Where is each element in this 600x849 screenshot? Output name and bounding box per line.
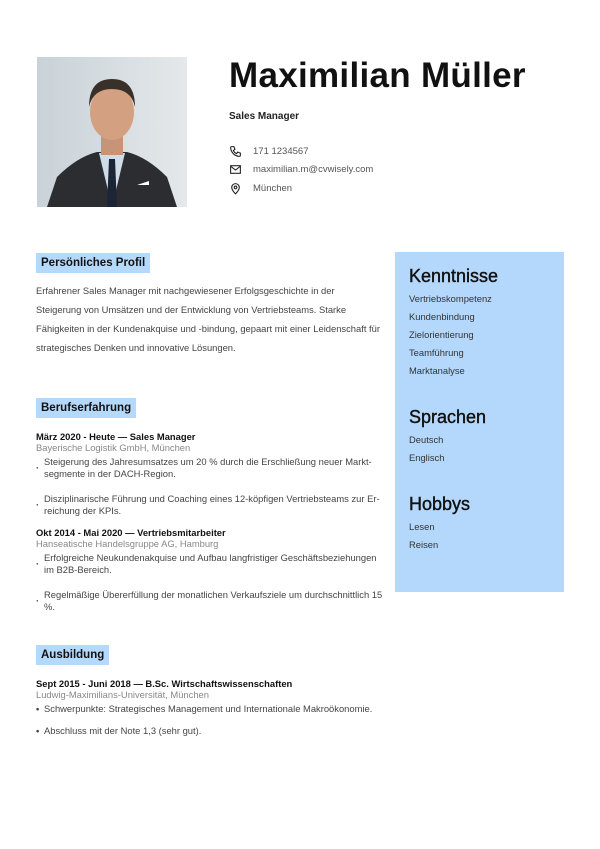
skills-heading: Kenntnisse bbox=[409, 266, 499, 286]
phone-number: 171 1234567 bbox=[253, 145, 309, 157]
sidebar bbox=[395, 252, 564, 592]
skill-item: Marktanalyse bbox=[409, 365, 465, 376]
job-title: Sales Manager bbox=[229, 111, 300, 122]
experience-heading: Berufserfahrung bbox=[36, 398, 136, 418]
bullet-text: Schwerpunkte: Strategisches Management und Internationale Makroökonomie. bbox=[44, 703, 373, 714]
location: München bbox=[253, 182, 293, 194]
education-school: Ludwig-Maximilians-Universität, München bbox=[36, 689, 209, 700]
hobbies-heading: Hobbys bbox=[409, 494, 471, 514]
job-entry-company: Bayerische Logistik GmbH, München bbox=[36, 442, 191, 453]
skill-item: Kundenbindung bbox=[409, 311, 475, 322]
job-entry bbox=[36, 431, 386, 517]
language-item: Deutsch bbox=[409, 434, 444, 445]
bullet-item: · Disziplinarische Führung und Coaching eines 12-köpfigen Vertriebsteams zur Er-reichung der KPIs. bbox=[36, 493, 386, 517]
job-entry-title: Okt 2014 - Mai 2020 — Vertriebsmitarbeiter bbox=[36, 527, 226, 538]
bullet-item: · Regelmäßige Übererfüllung der monatlichen Verkaufsziele um durchschnittlich 15 %. bbox=[36, 589, 386, 613]
education-title: Sept 2015 - Juni 2018 — B.Sc. Wirtschaftswissenschaften bbox=[36, 678, 293, 689]
bullet-text: Regelmäßige Übererfüllung der monatlichen Verkaufsziele um durchschnittlich 15 %. bbox=[44, 589, 383, 612]
candidate-name: Maximilian Müller bbox=[229, 56, 526, 95]
bullet-text: Steigerung des Jahresumsatzes um 20 % durch die Erschließung neuer Markt-segmente in der DACH-Region. bbox=[44, 456, 372, 479]
skill-item: Teamführung bbox=[409, 347, 464, 358]
hobby-item: Reisen bbox=[409, 539, 439, 550]
bullet-item: · Steigerung des Jahresumsatzes um 20 % durch die Erschließung neuer Markt-segmente in der DACH-Region. bbox=[36, 456, 386, 480]
job-entry-title: März 2020 - Heute — Sales Manager bbox=[36, 431, 196, 442]
education-entry bbox=[36, 678, 386, 750]
education-heading: Ausbildung bbox=[36, 645, 109, 665]
bullet-item: • Schwerpunkte: Strategisches Management und Internationale Makroökonomie. bbox=[36, 703, 373, 714]
job-entry bbox=[36, 527, 386, 613]
location-pin-icon bbox=[229, 182, 242, 195]
mail-icon bbox=[229, 163, 242, 176]
contact-info bbox=[229, 142, 373, 198]
profile-heading: Persönliches Profil bbox=[36, 253, 150, 273]
language-item: Englisch bbox=[409, 452, 445, 463]
profile-photo bbox=[37, 57, 187, 207]
bullet-item: • Abschluss mit der Note 1,3 (sehr gut). bbox=[36, 725, 202, 736]
phone-icon bbox=[229, 145, 242, 158]
skill-item: Vertriebskompetenz bbox=[409, 293, 492, 304]
bullet-text: Abschluss mit der Note 1,3 (sehr gut). bbox=[44, 725, 202, 736]
bullet-item: · Erfolgreiche Neukundenakquise und Aufbau langfristiger Geschäftsbeziehungen im B2B-Bereich. bbox=[36, 552, 386, 576]
bullet-text: Erfolgreiche Neukundenakquise und Aufbau langfristiger Geschäftsbeziehungen im B2B-Bereich. bbox=[44, 552, 377, 575]
job-entry-company: Hanseatische Handelsgruppe AG, Hamburg bbox=[36, 538, 219, 549]
email-address[interactable]: maximilian.m@cvwisely.com bbox=[253, 164, 374, 176]
profile-text: Erfahrener Sales Manager mit nachgewiesener Erfolgsgeschichte in der Steigerung von Umsätzen und der Entwicklung von Vertriebsteams. Starke Fähigkeiten in der Kundenakquise und -bindung, gepaart mit einer Leidenschaft für strategisches Denken und innovative Lösungen. bbox=[36, 285, 380, 353]
skill-item: Zielorientierung bbox=[409, 329, 474, 340]
experience-list bbox=[36, 431, 386, 626]
hobby-item: Lesen bbox=[409, 521, 435, 532]
languages-heading: Sprachen bbox=[409, 407, 487, 427]
bullet-text: Disziplinarische Führung und Coaching eines 12-köpfigen Vertriebsteams zur Er-reichung der KPIs. bbox=[44, 493, 380, 516]
